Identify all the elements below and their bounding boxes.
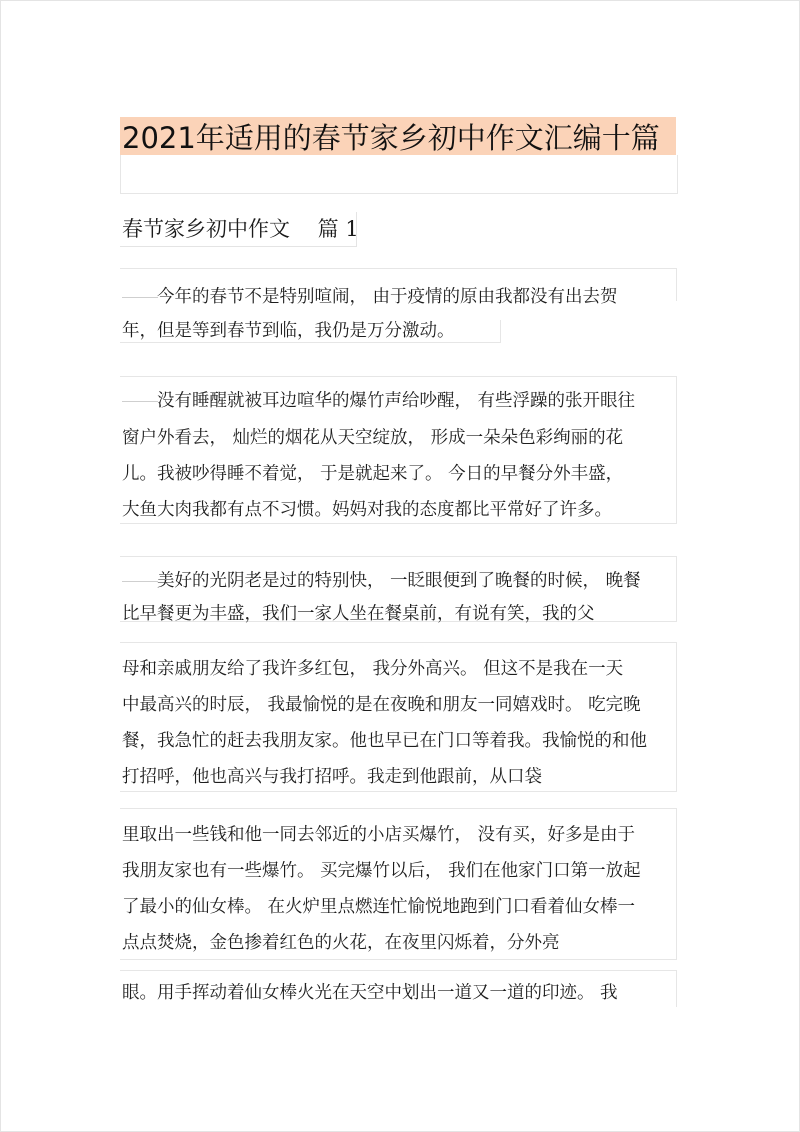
paragraph-line: 餐，我急忙的赶去我朋友家。他也早已在门口等着我。我愉悦的和他	[122, 731, 647, 751]
paragraph-line: 点点焚烧，金色掺着红色的火花，在夜里闪烁着，分外亮	[122, 933, 560, 953]
paragraph-line: 了最小的仙女棒。 在火炉里点燃连忙愉悦地跑到门口看着仙女棒一	[122, 897, 636, 917]
paragraph-line: 大鱼大肉我都有点不习惯。妈妈对我的态度都比平常好了许多。	[122, 500, 612, 520]
paragraph-line: 美好的光阴老是过的特别快， 一眨眼便到了晚餐的时候， 晚餐	[122, 571, 641, 591]
paragraph-line: 中最高兴的时辰， 我最愉悦的是在夜晚和朋友一同嬉戏时。 吃完晚	[122, 695, 641, 715]
paragraph-line: 我朋友家也有一些爆竹。 买完爆竹以后， 我们在他家门口第一放起	[122, 861, 641, 881]
section-heading: 春节家乡初中作文 篇 1	[122, 217, 359, 241]
paragraph-line: 里取出一些钱和他一同去邻近的小店买爆竹， 没有买，好多是由于	[122, 825, 636, 845]
paragraph-line: 今年的春节不是特别喧闹， 由于疫情的原由我都没有出去贺	[122, 287, 618, 307]
paragraph-line: 打招呼，他也高兴与我打招呼。我走到他跟前，从口袋	[122, 767, 542, 787]
paragraph-line: 儿。我被吵得睡不着觉， 于是就起来了。 今日的早餐分外丰盛，	[122, 464, 624, 484]
paragraph-line: 窗户外看去， 灿烂的烟花从天空绽放， 形成一朵朵色彩绚丽的花	[122, 428, 624, 448]
document-title: 2021年适用的春节家乡初中作文汇编十篇	[122, 121, 660, 155]
title-frame	[120, 155, 678, 194]
paragraph-line: 母和亲戚朋友给了我许多红包， 我分外高兴。 但这不是我在一天	[122, 659, 624, 679]
paragraph-line: 比早餐更为丰盛，我们一家人坐在餐桌前，有说有笑，我的父	[122, 604, 595, 624]
paragraph-line: 年，但是等到春节到临，我仍是万分激动。	[122, 321, 455, 341]
paragraph-line: 眼。用手挥动着仙女棒火光在天空中划出一道又一道的印迹。 我	[122, 983, 618, 1003]
paragraph-line: 没有睡醒就被耳边喧华的爆竹声给吵醒， 有些浮躁的张开眼往	[122, 391, 636, 411]
